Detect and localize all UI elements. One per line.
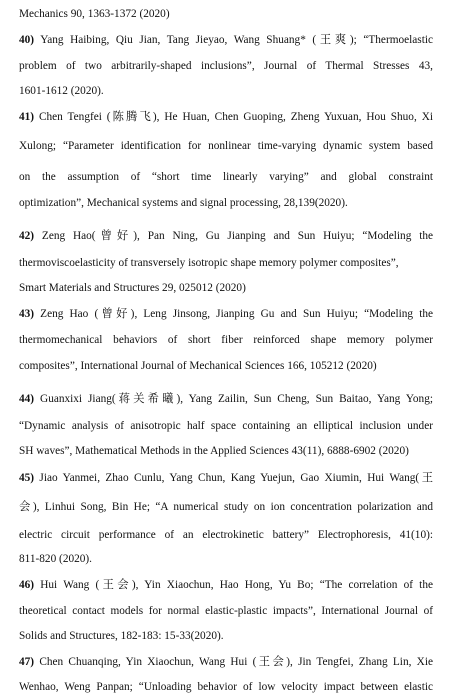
reference-number: 42) <box>19 230 35 242</box>
line-text: theoretical contact models for normal elastic-plastic impacts”, International Journal of <box>19 605 433 617</box>
line-text: Guanxixi Jiang(蒋关希曦), Yang Zailin, Sun Cheng, Sun Baitao, Yang Yong; <box>34 393 433 405</box>
line-text: Mechanics 90, 1363-1372 (2020) <box>19 8 170 20</box>
text-line <box>19 359 433 373</box>
line-text: problem of two arbitrarily-shaped inclusions”, Journal of Thermal Stresses 43, <box>19 60 433 72</box>
line-text: Yang Haibing, Qiu Jian, Tang Jieyao, Wang Shuang* (王爽); “Thermoelastic <box>34 34 433 46</box>
reference-number: 44) <box>19 393 35 405</box>
reference-number: 46) <box>19 579 35 591</box>
text-line <box>19 680 433 694</box>
line-text: Hui Wang (王会), Yin Xiaochun, Hao Hong, Yu Bo; “The correlation of the <box>34 579 433 591</box>
line-text: “Dynamic analysis of anisotropic half space containing an elliptical inclusion under <box>19 420 433 432</box>
text-line <box>19 256 433 270</box>
text-line <box>19 170 433 184</box>
line-text: Solids and Structures, 182-183: 15-33(2020). <box>19 630 224 642</box>
text-line <box>19 59 433 73</box>
line-text: Chen Tengfei (陈腾飞), He Huan, Chen Guoping, Zheng Yuxuan, Hou Shuo, Xi <box>34 111 433 123</box>
reference-42-line-1 <box>19 229 433 243</box>
line-text: 811-820 (2020). <box>19 553 92 565</box>
reference-43-line-1 <box>19 307 433 321</box>
reference-45-line-1 <box>19 471 433 485</box>
line-text: Jiao Yanmei, Zhao Cunlu, Yang Chun, Kang Yuejun, Gao Xiumin, Hui Wang(王 <box>34 472 433 484</box>
line-text: 1601-1612 (2020). <box>19 85 104 97</box>
line-text: thermomechanical behaviors of short fiber reinforced shape memory polymer <box>19 334 433 346</box>
line-text: SH waves”, Mathematical Methods in the Applied Sciences 43(11), 6888-6902 (2020) <box>19 445 409 457</box>
text-line <box>19 7 433 21</box>
text-line <box>19 84 433 98</box>
text-line <box>19 604 433 618</box>
reference-number: 40) <box>19 34 35 46</box>
reference-40-line-1 <box>19 33 433 47</box>
text-line <box>19 419 433 433</box>
text-line <box>19 139 433 153</box>
line-text: Smart Materials and Structures 29, 025012 (2020) <box>19 282 246 294</box>
text-line <box>19 629 433 643</box>
text-line <box>19 196 433 210</box>
line-text: Zeng Hao(曾好), Pan Ning, Gu Jianping and Sun Huiyu; “Modeling the <box>34 230 433 242</box>
line-text: thermoviscoelasticity of transversely isotropic shape memory polymer composites”, <box>19 257 399 269</box>
text-line <box>19 528 433 542</box>
line-text: composites”, International Journal of Mechanical Sciences 166, 105212 (2020) <box>19 360 377 372</box>
reference-46-line-1 <box>19 578 433 592</box>
line-text: Chen Chuanqing, Yin Xiaochun, Wang Hui (王会), Jin Tengfei, Zhang Lin, Xie <box>34 656 433 668</box>
text-line <box>19 500 433 514</box>
text-line <box>19 552 433 566</box>
text-line <box>19 333 433 347</box>
line-text: Wenhao, Weng Panpan; “Unloading behavior of low velocity impact between elastic <box>19 681 433 693</box>
reference-41-line-1 <box>19 110 433 124</box>
line-text: 会), Linhui Song, Bin He; “A numerical study on ion concentration polarization and <box>19 501 433 513</box>
reference-number: 41) <box>19 111 35 123</box>
reference-number: 47) <box>19 656 35 668</box>
reference-number: 45) <box>19 472 35 484</box>
line-text: Xulong; “Parameter identification for nonlinear time-varying dynamic system based <box>19 140 433 152</box>
reference-47-line-1 <box>19 655 433 669</box>
line-text: optimization”, Mechanical systems and signal processing, 28,139(2020). <box>19 197 348 209</box>
line-text: Zeng Hao (曾好), Leng Jinsong, Jianping Gu and Sun Huiyu; “Modeling the <box>34 308 433 320</box>
reference-number: 43) <box>19 308 35 320</box>
line-text: electric circuit performance of an electrokinetic battery” Electrophoresis, 41(10): <box>19 529 433 541</box>
text-line <box>19 281 433 295</box>
reference-44-line-1 <box>19 392 433 406</box>
line-text: on the assumption of “short time linearly varying” and global constraint <box>19 171 433 183</box>
text-line <box>19 444 433 458</box>
